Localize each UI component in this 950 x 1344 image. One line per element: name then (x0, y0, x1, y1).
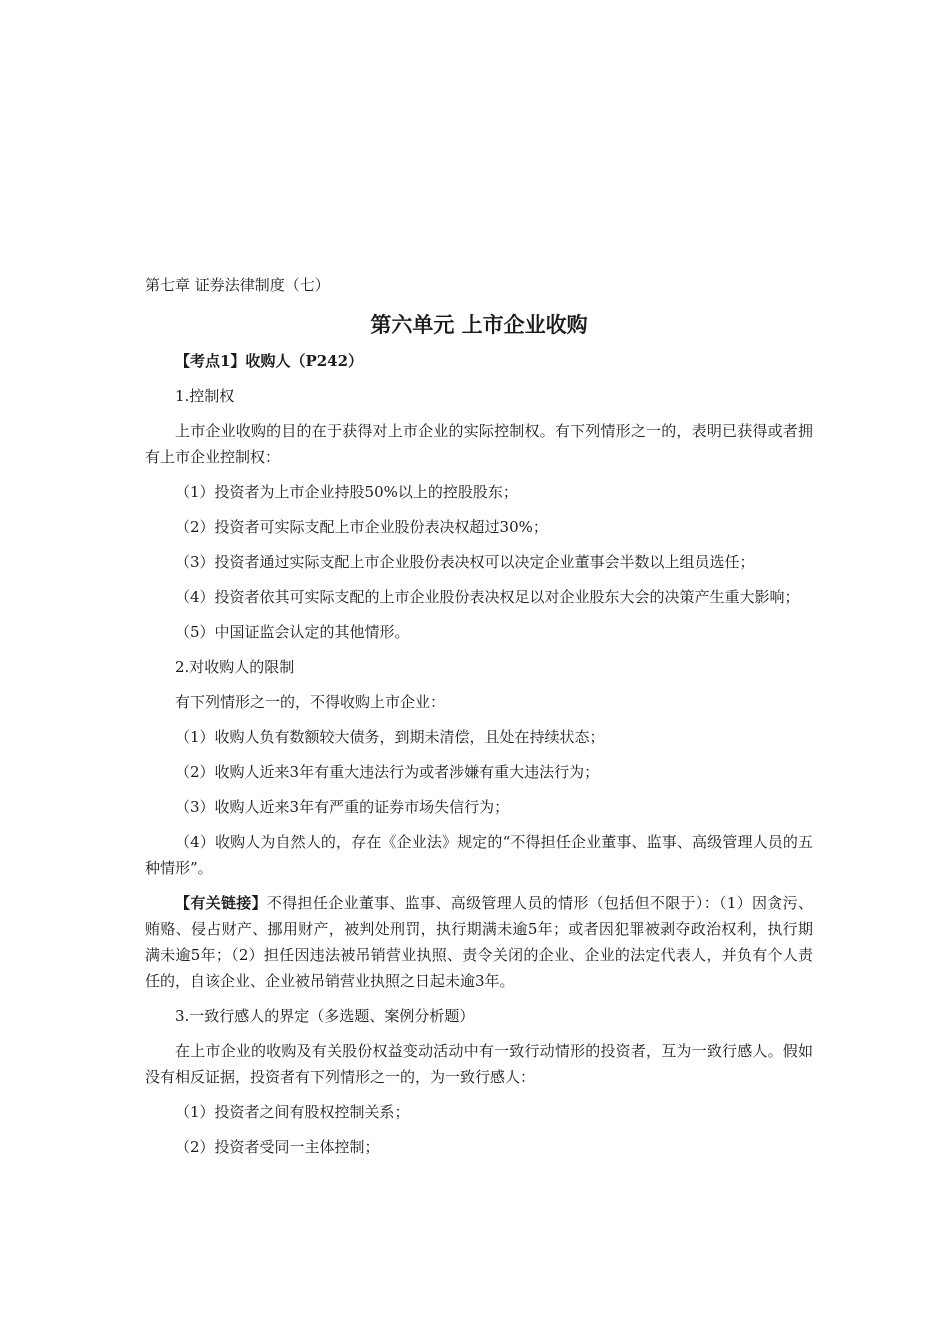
list-item: （5）中国证监会认定的其他情形。 (175, 623, 410, 641)
list-item: （1）投资者为上市企业持股50%以上的控股股东； (175, 483, 518, 501)
list-item: （2）投资者可实际支配上市企业股份表决权超过30%； (175, 518, 548, 536)
related-link-paragraph (145, 890, 813, 994)
list-item: （4）收购人为自然人的，存在《企业法》规定的“不得担任企业董事、监事、高级管理人员的五种情形”。 (145, 833, 813, 877)
related-link-label: 【有关链接】 (175, 894, 267, 912)
document-content (145, 272, 813, 1169)
list-item: （3）投资者通过实际支配上市企业股份表决权可以决定企业董事会半数以上组员选任； (175, 553, 755, 571)
paragraph-restrictions-intro: 有下列情形之一的，不得收购上市企业： (175, 693, 446, 711)
section-heading-control: 1.控制权 (175, 387, 235, 405)
section-heading-concert: 3.一致行感人的界定（多选题、案例分析题） (175, 1007, 475, 1025)
related-link-text: 不得担任企业董事、监事、高级管理人员的情形（包括但不限于）：（1）因贪污、贿赂、侵占财产、挪用财产，被判处刑罚，执行期满未逾5年；或者因犯罪被剥夺政治权利，执行期满未逾5年；（2）担任因违法被吊销营业执照、责令关闭的企业、企业的法定代表人，并负有个人责任的，自该企业、企业被吊销营业执照之日起未逾3年。 (145, 894, 813, 990)
list-item: （1）投资者之间有股权控制关系； (175, 1103, 410, 1121)
exam-point-heading: 【考点1】收购人（P242） (175, 352, 364, 370)
list-item: （2）投资者受同一主体控制； (175, 1138, 380, 1156)
section-heading-restrictions: 2.对收购人的限制 (175, 658, 295, 676)
paragraph-concert-intro: 在上市企业的收购及有关股份权益变动活动中有一致行动情形的投资者，互为一致行感人。假如没有相反证据，投资者有下列情形之一的，为一致行感人： (145, 1042, 813, 1086)
paragraph-control-intro: 上市企业收购的目的在于获得对上市企业的实际控制权。有下列情形之一的，表明已获得或者拥有上市企业控制权： (145, 422, 813, 466)
unit-title: 第六单元 上市企业收购 (370, 313, 588, 337)
list-item: （1）收购人负有数额较大债务，到期未清偿，且处在持续状态； (175, 728, 605, 746)
list-item: （2）收购人近来3年有重大违法行为或者涉嫌有重大违法行为； (175, 763, 600, 781)
list-item: （4）投资者依其可实际支配的上市企业股份表决权足以对企业股东大会的决策产生重大影响； (175, 588, 800, 606)
chapter-heading: 第七章 证券法律制度（七） (145, 276, 330, 294)
list-item: （3）收购人近来3年有严重的证券市场失信行为； (175, 798, 510, 816)
